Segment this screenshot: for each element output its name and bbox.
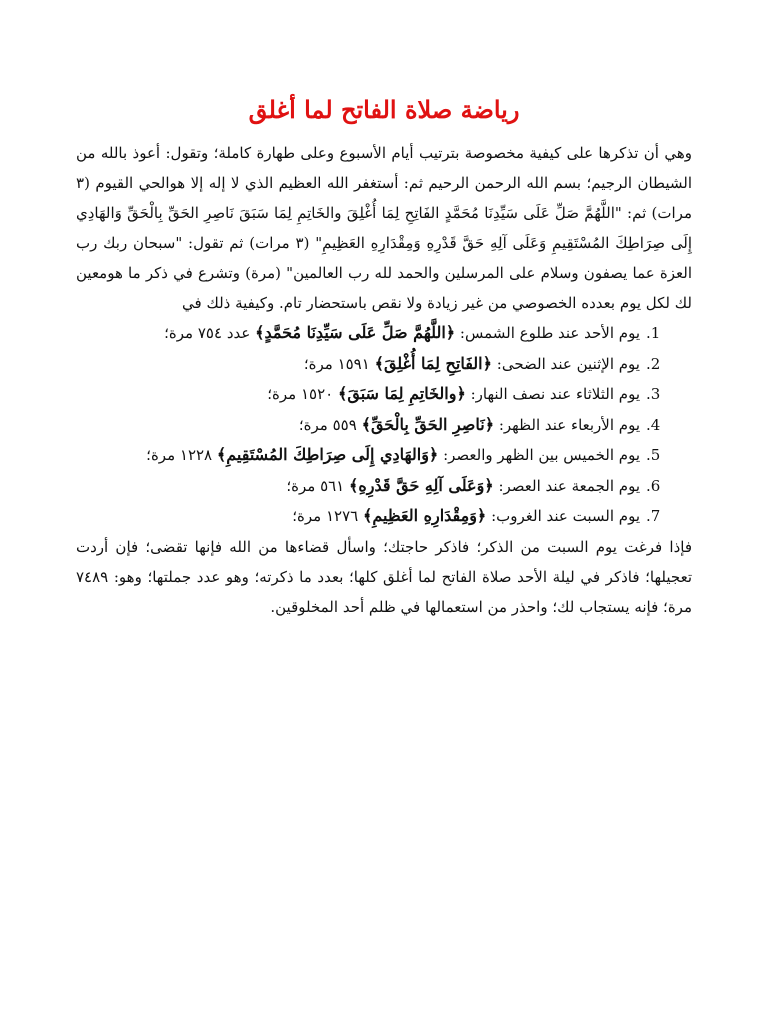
item-phrase: ﴿وَمِقْدَارِهِ العَظِيمِ﴾ xyxy=(363,506,487,525)
item-count: ١٢٢٨ مرة؛ xyxy=(146,446,217,464)
item-phrase: ﴿اللَّهُمَّ صَلِّ عَلَى سَيِّدِنَا مُحَمَّدٍ﴾ xyxy=(255,323,456,342)
item-day: يوم الأحد عند طلوع الشمس: xyxy=(455,324,640,342)
item-phrase: ﴿وَعَلَى آلِهِ حَقَّ قَدْرِهِ﴾ xyxy=(349,475,494,495)
item-day: يوم الإثنين عند الضحى: xyxy=(492,354,640,373)
item-count: ١٥٢٠ مرة؛ xyxy=(267,385,338,403)
item-count: عدد ٧٥٤ مرة؛ xyxy=(164,324,256,342)
item-day: يوم السبت عند الغروب: xyxy=(486,507,640,525)
list-item xyxy=(76,318,666,349)
item-day: يوم الجمعة عند العصر: xyxy=(493,476,640,495)
document-title: رياضة صلاة الفاتح لما أغلق xyxy=(248,95,520,124)
intro-paragraph: وهي أن تذكرها على كيفية مخصوصة بترتيب أيام الأسبوع وعلى طهارة كاملة؛ وتقول: أعوذ بالله من الشيطان الرجيم؛ بسم الله الرحمن الرحيم ثم: أستغفر الله العظيم الذي لا إله إلا هوالحي القيوم (٣ مرات) ثم: "اللَّهُمَّ صَلِّ عَلَى سَيِّدِنَا مُحَمَّدٍ الفَاتِحِ لِمَا أُغْلِقَ والخَاتِمِ لِمَا سَبَقَ نَاصِرِ الحَقِّ بِالْحَقِّ وَالهَادِي إِلَى صِرَاطِكَ المُسْتَقِيمِ وَعَلَى آلِهِ حَقَّ قَدْرِهِ وَمِقْدَارِهِ العَظِيمِ" (٣ مرات) ثم تقول: "سبحان ربك رب العزة عما يصفون وسلام على المرسلين والحمد لله رب العالمين" (مرة) وتشرع في ذكر ما هومعين لك لكل يوم بعدده الخصوصي من غير زيادة ولا نقص باستحضار تام. وكيفية ذلك في xyxy=(76,144,692,312)
item-phrase: ﴿والخَاتِمِ لِمَا سَبَقَ﴾ xyxy=(338,384,466,403)
item-phrase: ﴿الفَاتِحِ لِمَا أُغْلِقَ﴾ xyxy=(374,353,492,373)
list-item xyxy=(76,501,666,532)
item-number: 3. xyxy=(646,385,661,403)
item-count: ٥٥٩ مرة؛ xyxy=(298,415,362,434)
item-count: ١٥٩١ مرة؛ xyxy=(303,354,375,373)
item-number: 7. xyxy=(646,507,661,525)
item-phrase: ﴿وَالهَادِي إِلَى صِرَاطِكَ المُسْتَقِيمِ﴾ xyxy=(216,445,439,464)
list-item xyxy=(76,410,666,441)
item-phrase: ﴿نَاصِرِ الحَقِّ بِالْحَقِّ﴾ xyxy=(361,414,495,434)
list-item xyxy=(76,471,666,502)
item-number: 6. xyxy=(646,476,661,495)
item-number: 1. xyxy=(646,324,661,342)
item-count: ١٢٧٦ مرة؛ xyxy=(292,507,363,525)
item-day: يوم الثلاثاء عند نصف النهار: xyxy=(465,385,640,403)
item-number: 4. xyxy=(646,415,661,434)
list-item xyxy=(76,440,666,471)
days-list xyxy=(76,318,692,532)
item-day: يوم الخميس بين الظهر والعصر: xyxy=(438,446,640,464)
list-item xyxy=(76,379,666,410)
item-number: 2. xyxy=(646,354,661,373)
list-item xyxy=(76,349,666,380)
item-number: 5. xyxy=(646,446,661,464)
item-day: يوم الأربعاء عند الظهر: xyxy=(494,415,640,434)
closing-paragraph: فإذا فرغت يوم السبت من الذكر؛ فاذكر حاجتك؛ واسأل قضاءها من الله فإنها تقضى؛ فإن أردت تعجيلها؛ فاذكر في ليلة الأحد صلاة الفاتح لما أغلق كلها؛ بعدد ما ذكرته؛ وهو عدد جملتها؛ وهو: ٧٤٨٩ مرة؛ فإنه يستجاب لك؛ واحذر من استعمالها في ظلم أحد المخلوقين. xyxy=(76,537,692,616)
item-count: ٥٦١ مرة؛ xyxy=(286,476,350,495)
